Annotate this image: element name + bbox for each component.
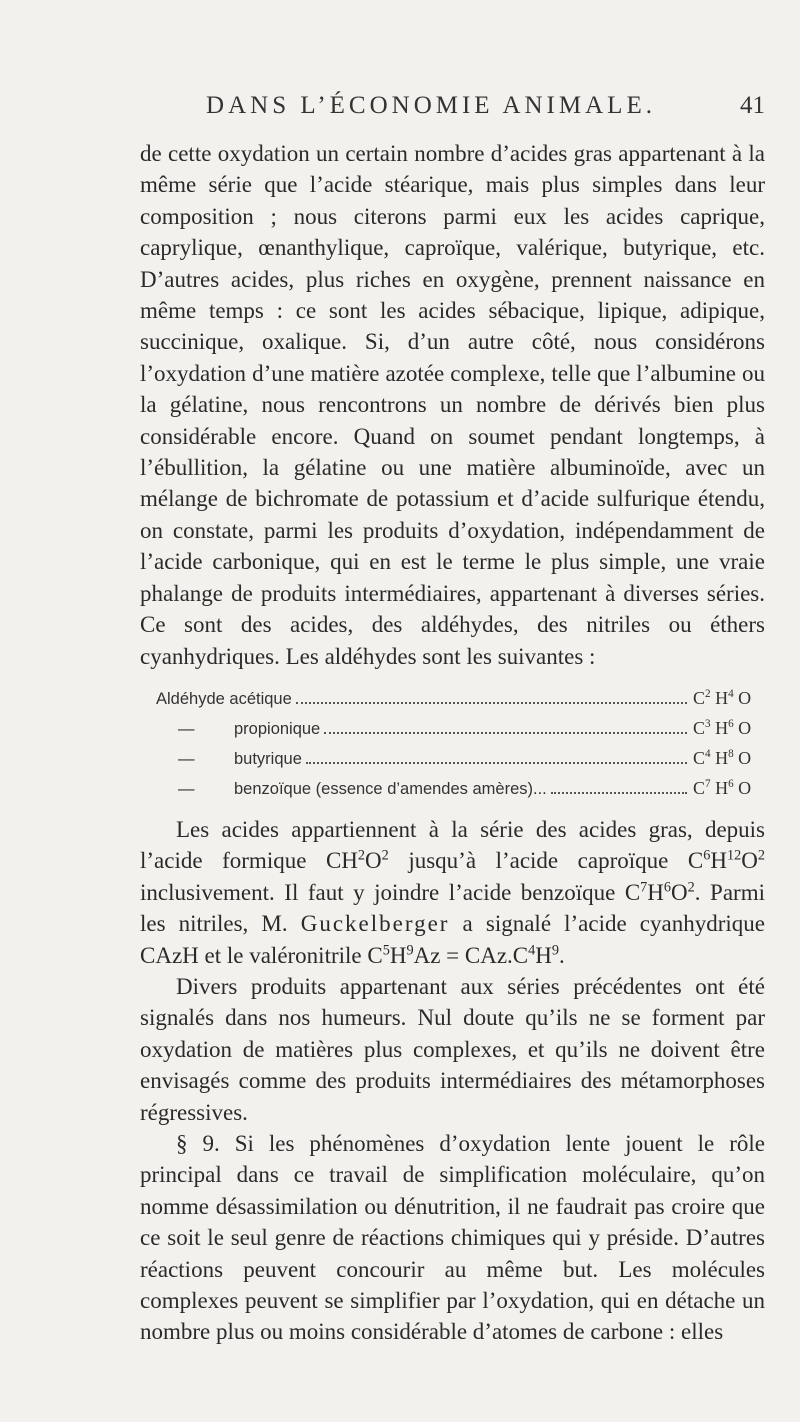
paragraph-continuation: de cette oxydation un certain nombre d’acides gras appartenant à la même série que l’acide stéarique, mais plus simples dans leur composition ; nous citerons parmi eux les acides caprique, caprylique, œnanthylique, caproïque, valérique, butyrique, etc. D’autres acides, plus riches en oxygène, prennent naissance en même temps : ce sont les acides sébacique, lipique, adipique, succinique, oxalique. Si, d’un autre côté, nous considérons l’oxydation d’une matière azotée complexe, telle que l’albumine ou la gélatine, nous rencontrons un nombre de dérivés bien plus considérable encore. Quand on soumet pendant longtemps, à l’ébullition, la gélatine ou une matière albuminoïde, avec un mélange de bichromate de potassium et d’acide sulfurique étendu, on constate, parmi les produits d’oxydation, indépendamment de l’acide carbonique, qui en est le terme le plus simple, une vraie phalange de produits intermédiaires, appartenant à diverses séries. Ce sont des acides, des aldéhydes, des nitriles ou éthers cyanhydriques. Les aldéhydes sont les suivantes :: [140, 141, 765, 669]
list-item: [156, 714, 765, 744]
page-header: [140, 92, 765, 126]
aldehyde-name: — propionique: [178, 719, 321, 738]
aldehyde-formula: $C^4$ $H^8$ O: [693, 747, 752, 768]
running-head: DANS L’ÉCONOMIE ANIMALE.: [206, 92, 656, 119]
aldehyde-name: — butyrique: [178, 749, 302, 768]
paragraph-humeurs: Divers produits appartenant aux séries précédentes ont été signalés dans nos humeurs. Nul doute qu’ils ne se forment par oxydation de matières plus complexes, et qu’ils ne doivent être envisagés comme des produits intermédiaires des métamorphoses régressives.: [140, 973, 765, 1125]
paragraph-section-9: § 9. Si les phénomènes d’oxydation lente jouent le rôle principal dans ce travail de simplification moléculaire, qu’on nomme désassimilation ou dénutrition, il ne faudrait pas croire que ce soit le seul genre de réactions chimiques qui y préside. D’autres réactions peuvent concourir au même but. Les molécules complexes peuvent se simplifier par l’oxydation, qui en détache un nombre plus ou moins considérable d’atomes de carbone : elles: [140, 1130, 765, 1345]
dot-leader: [551, 792, 687, 794]
aldehyde-list: [156, 684, 765, 804]
author-name: Guckelberger: [300, 911, 450, 937]
page-body: [140, 138, 765, 1348]
dot-leader: [324, 732, 687, 734]
aldehyde-formula: $C^3$ $H^6$ O: [693, 717, 752, 738]
aldehyde-name: Aldéhyde acétique: [156, 689, 292, 708]
aldehyde-formula: $C^2$ $H^4$ O: [693, 687, 752, 708]
aldehyde-name: — benzoïque (essence d’amendes amères)...: [178, 779, 547, 798]
list-item: [156, 684, 765, 714]
list-item: [156, 774, 765, 804]
list-item: [156, 744, 765, 774]
dot-leader: [296, 702, 687, 704]
aldehyde-formula: $C^7$ $H^6$ O: [693, 777, 752, 798]
paragraph-acids: Les acides appartiennent à la série des acides gras, depuis l’acide formique $CH^2O^2$ jusqu’à l’acide caproïque $C^6H^{12}O^2$ inclusivement. Il faut y joindre l’acide benzoïque $C^7H^6O^2$. Parmi les nitriles, M. Guckelberger a signalé l’acide cyanhydrique CAzH et le valéronitrile $C^5H^9Az = CAz.C^4H^9$.: [140, 816, 765, 968]
page-number: 41: [740, 92, 765, 119]
dot-leader: [306, 762, 687, 764]
